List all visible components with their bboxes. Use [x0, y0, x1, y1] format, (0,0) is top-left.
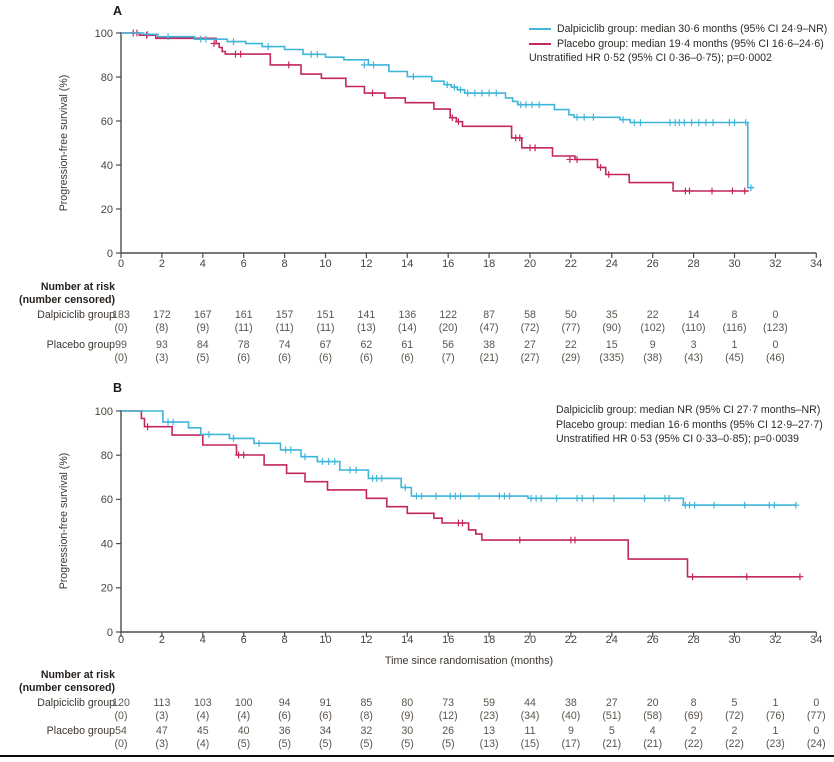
risk-count: 5: [608, 725, 615, 737]
censored-count: (7): [441, 352, 455, 364]
risk-count: 36: [278, 725, 291, 737]
censored-count: (5): [441, 738, 455, 750]
censored-count: (21): [643, 738, 663, 750]
x-tick-label: 0: [117, 258, 125, 270]
censored-count: (335): [599, 352, 625, 364]
censored-count: (20): [438, 322, 458, 334]
censored-count: (24): [806, 738, 826, 750]
risk-count: 183: [112, 309, 130, 321]
censored-count: (3): [155, 710, 169, 722]
legend-item-dalpiciclib: [529, 22, 827, 37]
risk-count: 50: [564, 309, 577, 321]
risk-count: 141: [357, 309, 376, 321]
y-tick-label: 60: [100, 115, 113, 128]
y-axis-label-panel-b: Progression-free survival (%): [58, 452, 70, 590]
x-tick-label: 6: [240, 258, 247, 270]
censored-count: (46): [765, 352, 785, 364]
censored-count: (4): [196, 710, 210, 722]
x-tick-label: 26: [646, 634, 659, 646]
y-tick-label: 40: [100, 538, 113, 551]
censored-count: (123): [763, 322, 788, 334]
risk-count: 167: [193, 309, 212, 321]
risk-count: 26: [442, 725, 455, 737]
legend-panel-a: [529, 22, 827, 66]
censor-marks-placebo: [144, 423, 803, 580]
risk-count: 4: [649, 725, 656, 737]
censored-count: (72): [725, 710, 744, 722]
x-tick-label: 10: [319, 258, 332, 270]
risk-table-subheader: (number censored): [19, 682, 115, 694]
censored-count: (15): [520, 738, 540, 750]
censored-count: (13): [356, 322, 376, 334]
legend-item-placebo: [556, 418, 823, 433]
censored-count: (8): [155, 322, 169, 334]
risk-count: 93: [155, 339, 168, 351]
panel-b-letter: B: [113, 381, 123, 395]
y-tick-label: 0: [106, 626, 113, 639]
censored-count: (5): [196, 352, 210, 364]
censored-count: (77): [561, 322, 581, 334]
x-tick-label: 4: [199, 634, 206, 646]
censored-count: (76): [765, 710, 785, 722]
legend-item-label: Placebo group: median 16·6 months (95% CI 12·9–27·7): [556, 418, 823, 431]
censored-count: (47): [479, 322, 499, 334]
risk-count: 120: [112, 697, 130, 709]
risk-count: 44: [524, 697, 536, 709]
risk-count: 1: [772, 725, 779, 737]
censored-count: (21): [602, 738, 622, 750]
censored-count: (23): [479, 710, 499, 722]
risk-count: 54: [115, 725, 127, 737]
censored-count: (29): [561, 352, 581, 364]
censored-count: (6): [359, 352, 373, 364]
hr-note: Unstratified HR 0·53 (95% CI 0·33–0·85); p=0·0039: [556, 433, 799, 446]
risk-count: 157: [275, 309, 294, 321]
censored-count: (6): [278, 710, 292, 722]
risk-count: 85: [360, 697, 373, 709]
legend-item-label: Dalpiciclib group: median 30·6 months (95% CI 24·9–NR): [557, 23, 828, 35]
risk-count: 62: [360, 339, 373, 351]
legend-item-label: Placebo group: median 19·4 months (95% CI 16·6–24·6): [557, 37, 824, 50]
censored-count: (102): [640, 322, 666, 334]
censored-count: (11): [234, 322, 253, 334]
x-tick-label: 12: [360, 258, 373, 270]
censored-count: (72): [520, 322, 540, 334]
risk-count: 67: [319, 339, 332, 351]
risk-count: 56: [442, 339, 455, 351]
x-tick-label: 30: [728, 634, 741, 646]
censored-count: (5): [400, 738, 414, 750]
censored-count: (9): [196, 322, 210, 334]
risk-table-header: Number at risk: [40, 669, 115, 681]
x-tick-label: 2: [158, 258, 165, 270]
censored-count: (3): [155, 352, 169, 364]
x-tick-label: 14: [401, 634, 414, 646]
censored-count: (43): [684, 352, 704, 364]
censored-count: (6): [278, 352, 292, 364]
risk-count: 172: [153, 309, 171, 321]
x-tick-label: 10: [319, 634, 332, 646]
censored-count: (38): [643, 352, 663, 364]
risk-table-header: Number at risk: [40, 281, 115, 293]
x-tick-label: 20: [523, 634, 537, 646]
y-tick-label: 20: [100, 582, 113, 595]
risk-count: 35: [605, 309, 618, 321]
risk-count: 20: [646, 697, 659, 709]
risk-count: 113: [153, 697, 171, 709]
censored-count: (110): [681, 322, 706, 334]
risk-count: 14: [687, 309, 700, 321]
risk-count: 47: [155, 725, 168, 737]
risk-count: 84: [196, 339, 209, 351]
risk-count: 61: [401, 339, 414, 351]
risk-count: 0: [772, 339, 779, 351]
risk-count: 9: [567, 725, 574, 737]
y-tick-label: 100: [94, 405, 113, 418]
risk-count: 80: [401, 697, 414, 709]
x-tick-label: 8: [281, 634, 288, 646]
x-tick-label: 22: [564, 634, 578, 646]
risk-count: 136: [398, 309, 417, 321]
risk-count: 32: [360, 725, 373, 737]
x-tick-label: 6: [240, 634, 247, 646]
censored-count: (6): [319, 710, 332, 722]
risk-count: 0: [813, 725, 820, 737]
y-tick-label: 0: [106, 247, 113, 260]
x-tick-label: 34: [810, 634, 823, 646]
x-tick-label: 26: [646, 258, 659, 270]
censored-count: (22): [684, 738, 704, 750]
x-axis-label: Time since randomisation (months): [384, 655, 554, 667]
risk-count: 122: [439, 309, 458, 321]
risk-count: 38: [564, 697, 577, 709]
risk-count: 8: [690, 697, 697, 709]
risk-row-label: Placebo group: [46, 339, 115, 351]
censored-count: (40): [561, 710, 581, 722]
legend-item-dalpiciclib: [556, 403, 823, 418]
censored-count: (77): [806, 710, 826, 722]
panel-a-letter: A: [113, 4, 123, 18]
x-tick-label: 28: [687, 634, 700, 646]
legend-item-placebo: [529, 37, 827, 52]
risk-count: 74: [278, 339, 291, 351]
censored-count: (6): [237, 352, 251, 364]
risk-count: 103: [193, 697, 212, 709]
x-tick-label: 32: [769, 634, 782, 646]
risk-count: 30: [401, 725, 414, 737]
hr-note: Unstratified HR 0·52 (95% CI 0·36–0·75); p=0·0002: [529, 52, 772, 65]
y-axis-label-panel-a: Progression-free survival (%): [58, 74, 70, 212]
censored-count: (69): [684, 710, 704, 722]
risk-count: 13: [483, 725, 495, 737]
risk-count: 34: [319, 725, 332, 737]
placebo-line-swatch: [529, 43, 551, 45]
y-tick-label: 80: [100, 450, 113, 462]
censored-count: (5): [278, 738, 292, 750]
risk-row-label: Dalpiciclib group: [37, 309, 115, 321]
x-tick-label: 0: [117, 634, 125, 646]
censored-count: (5): [237, 738, 251, 750]
censored-count: (14): [397, 322, 417, 334]
censored-count: (45): [725, 352, 744, 364]
risk-count: 2: [731, 725, 738, 737]
risk-count: 2: [690, 725, 697, 737]
risk-count: 27: [524, 339, 536, 351]
censored-count: (5): [359, 738, 373, 750]
risk-count: 45: [196, 725, 209, 737]
risk-count: 3: [690, 339, 697, 351]
risk-count: 161: [234, 309, 253, 321]
risk-count: 0: [772, 309, 779, 321]
risk-count: 1: [731, 339, 738, 351]
censored-count: (11): [316, 322, 335, 334]
x-tick-label: 18: [482, 258, 496, 270]
risk-count: 22: [646, 309, 659, 321]
censored-count: (4): [196, 738, 210, 750]
censored-count: (0): [114, 710, 128, 722]
censored-count: (17): [561, 738, 581, 750]
x-tick-label: 8: [281, 258, 288, 270]
y-tick-label: 80: [100, 71, 113, 84]
x-tick-label: 30: [728, 258, 741, 270]
censored-count: (12): [438, 710, 458, 722]
censored-count: (23): [765, 738, 785, 750]
risk-count: 15: [605, 339, 618, 351]
censored-count: (27): [520, 352, 540, 364]
y-tick-label: 100: [94, 27, 113, 40]
risk-count: 11: [524, 725, 536, 737]
risk-count: 38: [483, 339, 495, 351]
censored-count: (22): [725, 738, 744, 750]
x-tick-label: 24: [605, 634, 618, 646]
risk-count: 59: [483, 697, 495, 709]
dalpiciclib-line-swatch: [529, 28, 551, 30]
censored-count: (51): [602, 710, 622, 722]
risk-count: 8: [731, 309, 738, 321]
censored-count: (116): [722, 322, 747, 334]
censored-count: (0): [114, 738, 128, 750]
x-tick-label: 12: [360, 634, 373, 646]
x-tick-label: 34: [810, 258, 823, 270]
bottom-rule: [0, 755, 834, 757]
x-tick-label: 2: [158, 634, 165, 646]
risk-row-label: Placebo group: [46, 725, 115, 737]
x-tick-label: 18: [482, 634, 496, 646]
censored-count: (3): [155, 738, 169, 750]
x-tick-label: 32: [769, 258, 782, 270]
y-tick-label: 20: [100, 203, 113, 216]
x-tick-label: 16: [442, 634, 455, 646]
risk-count: 40: [237, 725, 250, 737]
x-tick-label: 14: [401, 258, 414, 270]
risk-count: 0: [813, 697, 820, 709]
censored-count: (8): [359, 710, 373, 722]
y-tick-label: 40: [100, 159, 113, 172]
x-tick-label: 20: [523, 258, 537, 270]
risk-count: 151: [316, 309, 335, 321]
censored-count: (21): [479, 352, 499, 364]
x-tick-label: 4: [199, 258, 206, 270]
censored-count: (6): [319, 352, 332, 364]
legend-panel-b: [556, 403, 823, 447]
legend-item-label: Dalpiciclib group: median NR (95% CI 27·7 months–NR): [556, 404, 821, 416]
censored-count: (13): [479, 738, 499, 750]
x-tick-label: 16: [442, 258, 455, 270]
risk-count: 99: [115, 339, 127, 351]
censored-count: (4): [237, 710, 251, 722]
risk-count: 5: [731, 697, 738, 709]
risk-table-subheader: (number censored): [19, 294, 115, 306]
y-tick-label: 60: [100, 494, 113, 507]
censored-count: (34): [520, 710, 540, 722]
censored-count: (9): [400, 710, 414, 722]
risk-count: 73: [442, 697, 455, 709]
censored-count: (6): [400, 352, 414, 364]
risk-count: 87: [483, 309, 495, 321]
censored-count: (90): [602, 322, 622, 334]
x-tick-label: 24: [605, 258, 618, 270]
risk-row-label: Dalpiciclib group: [37, 697, 115, 709]
risk-count: 100: [234, 697, 253, 709]
risk-count: 58: [524, 309, 536, 321]
risk-count: 9: [649, 339, 656, 351]
censored-count: (11): [275, 322, 294, 334]
censored-count: (5): [319, 738, 332, 750]
x-tick-label: 28: [687, 258, 700, 270]
risk-count: 27: [605, 697, 618, 709]
censored-count: (0): [114, 322, 128, 334]
x-tick-label: 22: [564, 258, 578, 270]
risk-count: 1: [772, 697, 779, 709]
risk-count: 94: [278, 697, 291, 709]
risk-count: 22: [564, 339, 577, 351]
risk-count: 91: [319, 697, 332, 709]
censored-count: (58): [643, 710, 663, 722]
censored-count: (0): [114, 352, 128, 364]
risk-count: 78: [237, 339, 250, 351]
